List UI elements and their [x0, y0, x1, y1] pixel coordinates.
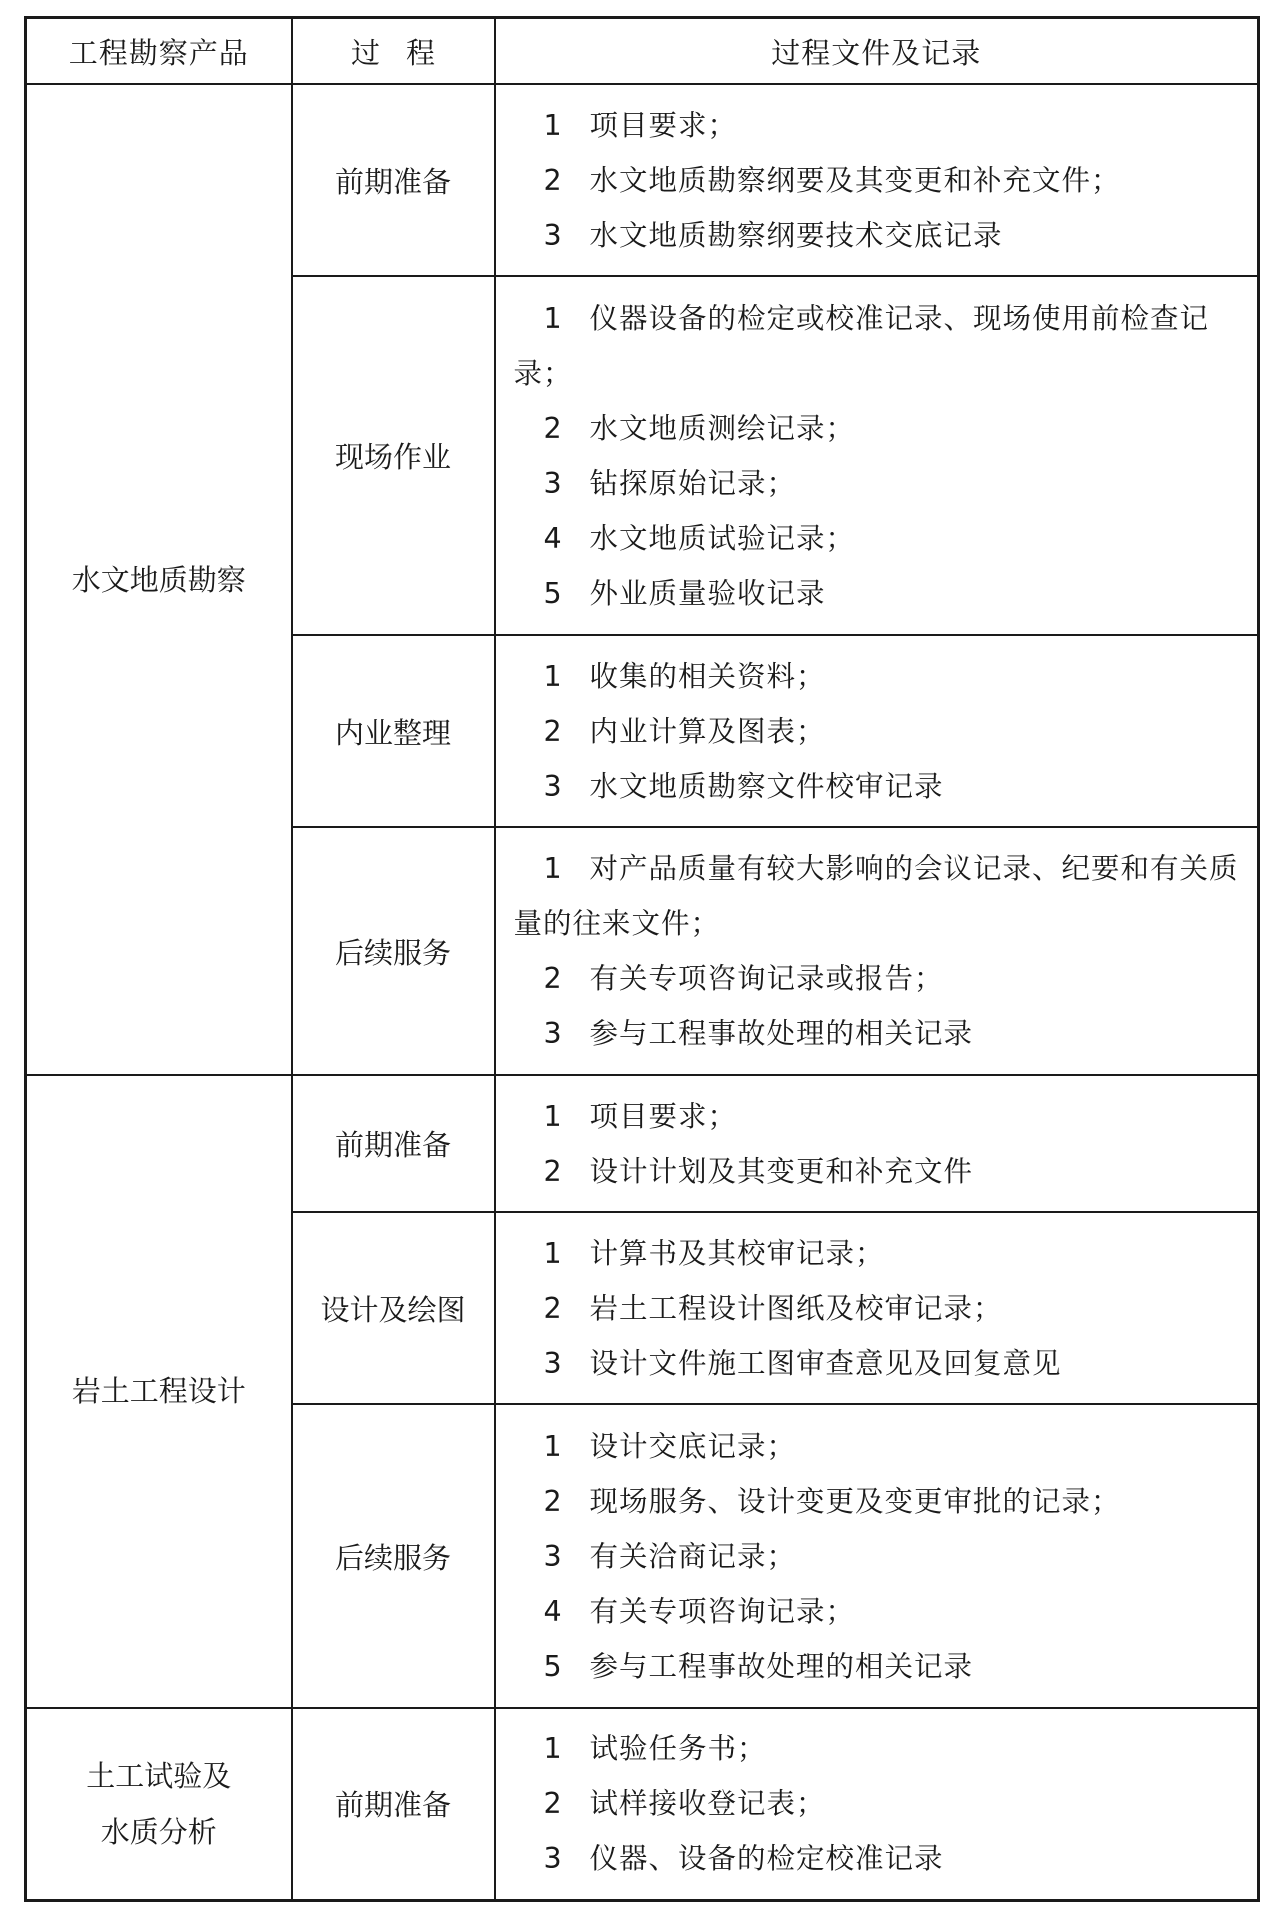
header-process-label: 过程 — [350, 35, 461, 70]
process-cell: 设计及绘图 — [292, 1212, 495, 1404]
record-item: 2 水文地质测绘记录； — [543, 411, 856, 445]
product-line: 土工试验及 — [86, 1758, 232, 1793]
record-item: 3 钻探原始记录； — [543, 466, 797, 500]
record-item: 3 仪器、设备的检定校准记录 — [543, 1842, 944, 1876]
record-item: 1 项目要求； — [543, 1099, 738, 1133]
process-cell: 前期准备 — [292, 84, 495, 276]
record-item: 1 收集的相关资料； — [543, 659, 826, 693]
document-table-container — [24, 16, 1260, 1902]
process-cell: 后续服务 — [292, 827, 495, 1075]
record-item: 2 岩土工程设计图纸及校审记录； — [543, 1291, 1003, 1325]
header-product: 工程勘察产品 — [26, 18, 292, 85]
records-cell — [495, 1212, 1259, 1404]
survey-records-table — [24, 16, 1260, 1902]
records-cell — [495, 635, 1259, 827]
record-item: 5 外业质量验收记录 — [543, 576, 826, 610]
record-item: 2 有关专项咨询记录或报告； — [543, 962, 944, 996]
records-cell — [495, 1075, 1259, 1212]
product-cell: 岩土工程设计 — [26, 1075, 292, 1708]
record-item: 2 设计计划及其变更和补充文件 — [543, 1154, 974, 1188]
record-item: 1 对产品质量有较大影响的会议记录、纪要和有关质量的往来文件； — [513, 852, 1239, 941]
record-item: 4 水文地质试验记录； — [543, 521, 856, 555]
process-cell: 前期准备 — [292, 1075, 495, 1212]
record-item: 4 有关专项咨询记录； — [543, 1594, 856, 1628]
record-item: 1 仪器设备的检定或校准记录、现场使用前检查记录； — [513, 301, 1210, 390]
record-item: 1 项目要求； — [543, 108, 738, 142]
table-row — [26, 84, 1259, 276]
product-cell: 水文地质勘察 — [26, 84, 292, 1075]
record-item: 2 内业计算及图表； — [543, 714, 826, 748]
process-cell: 后续服务 — [292, 1404, 495, 1707]
record-item: 1 设计交底记录； — [543, 1429, 797, 1463]
record-item: 3 设计文件施工图审查意见及回复意见 — [543, 1346, 1062, 1380]
product-line: 水质分析 — [100, 1814, 217, 1849]
records-cell — [495, 1708, 1259, 1901]
record-item: 5 参与工程事故处理的相关记录 — [543, 1649, 974, 1683]
record-item: 3 参与工程事故处理的相关记录 — [543, 1017, 974, 1051]
header-records: 过程文件及记录 — [495, 18, 1259, 85]
header-process — [292, 18, 495, 85]
record-item: 1 计算书及其校审记录； — [543, 1236, 885, 1270]
records-cell — [495, 827, 1259, 1075]
record-item: 3 水文地质勘察文件校审记录 — [543, 769, 944, 803]
record-item: 2 水文地质勘察纲要及其变更和补充文件； — [543, 163, 1121, 197]
table-row — [26, 1075, 1259, 1212]
table-row — [26, 1708, 1259, 1901]
record-item: 3 有关洽商记录； — [543, 1539, 797, 1573]
table-header-row — [26, 18, 1259, 85]
process-cell: 前期准备 — [292, 1708, 495, 1901]
process-cell: 现场作业 — [292, 276, 495, 635]
records-cell — [495, 84, 1259, 276]
record-item: 1 试验任务书； — [543, 1732, 767, 1766]
record-item: 3 水文地质勘察纲要技术交底记录 — [543, 218, 1003, 252]
product-cell — [26, 1708, 292, 1901]
records-cell — [495, 276, 1259, 635]
records-cell — [495, 1404, 1259, 1707]
process-cell: 内业整理 — [292, 635, 495, 827]
record-item: 2 现场服务、设计变更及变更审批的记录； — [543, 1484, 1121, 1518]
record-item: 2 试样接收登记表； — [543, 1787, 826, 1821]
